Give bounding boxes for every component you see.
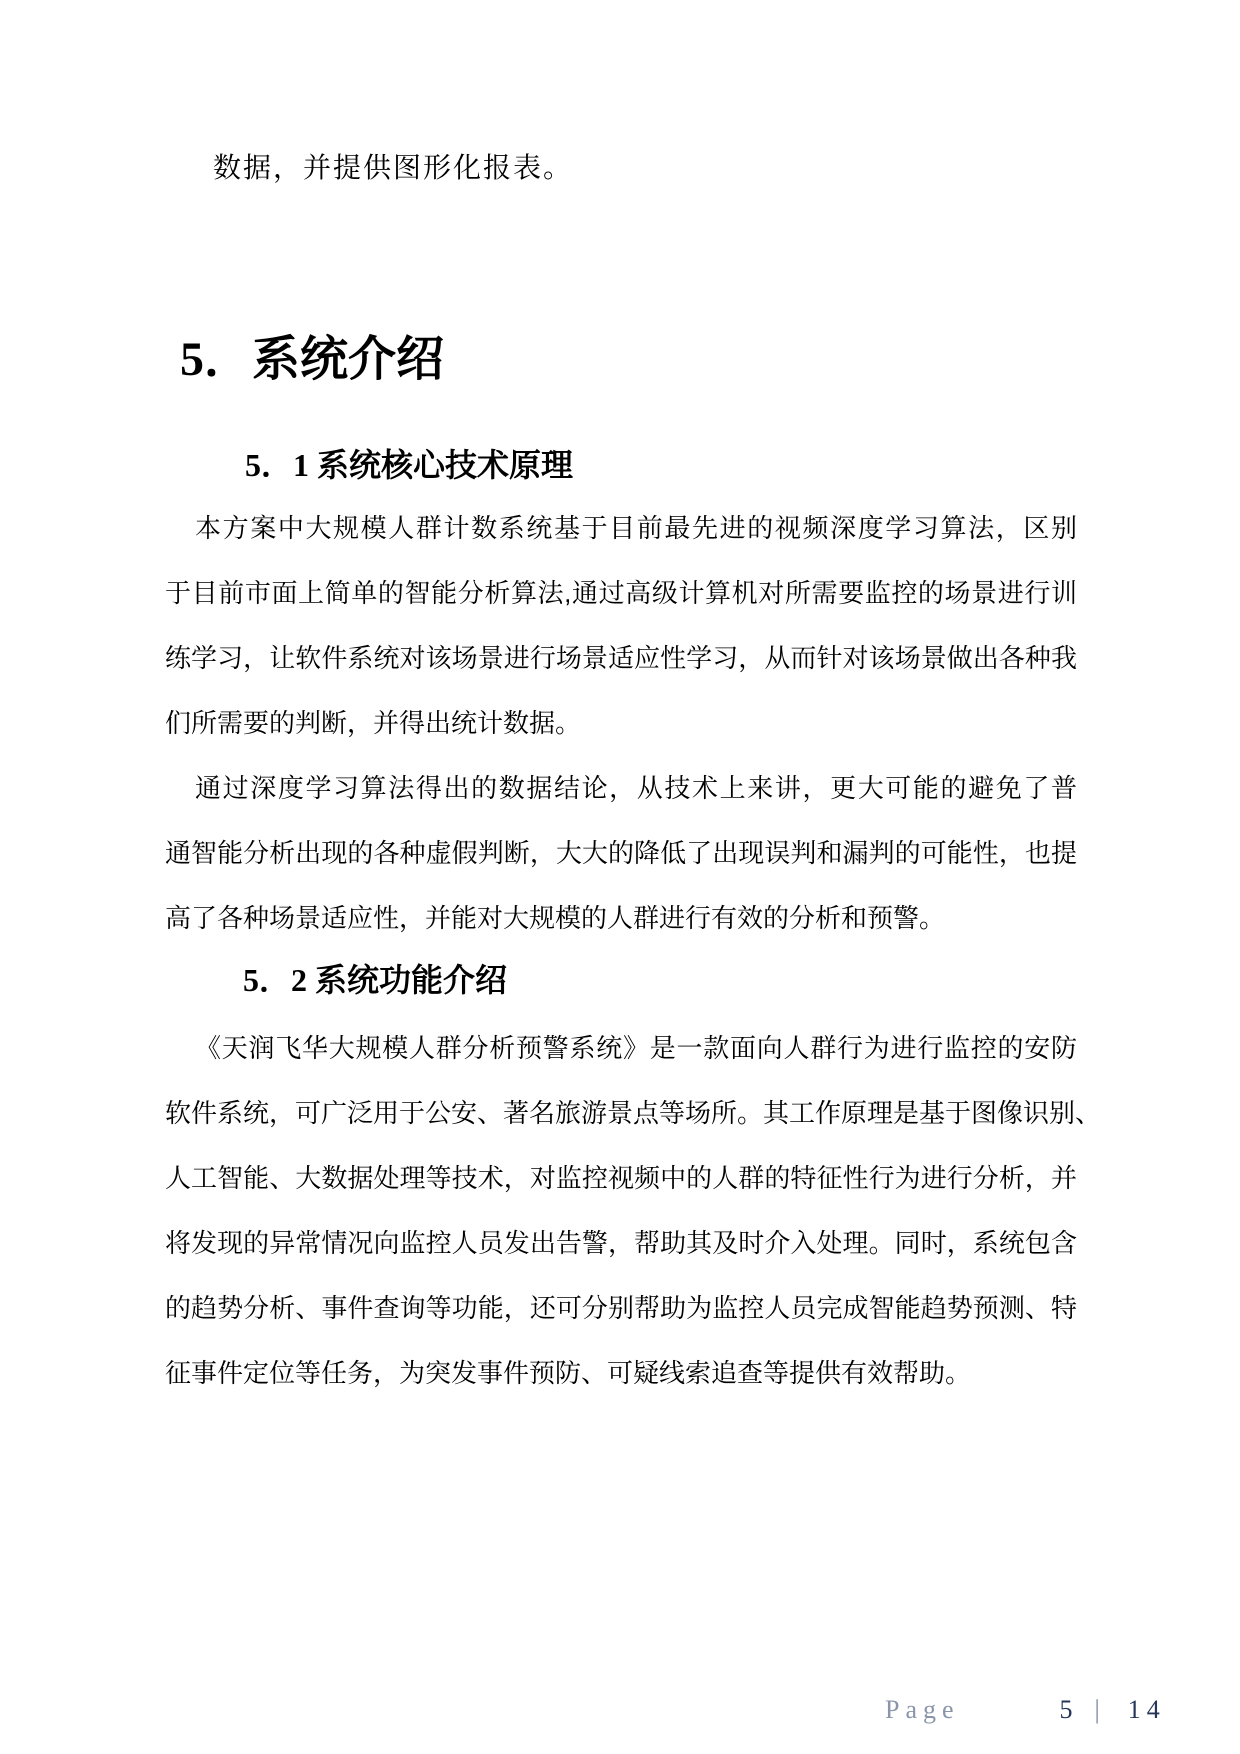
footer-page-label: Page <box>885 1695 960 1724</box>
subsection-title-5-2: 5．2 系统功能介绍 <box>243 962 508 998</box>
text-line: 练学习，让软件系统对该场景进行场景适应性学习，从而针对该场景做出各种我 <box>165 643 1077 673</box>
text-line: 《天润飞华大规模人群分析预警系统》是一款面向人群行为进行监控的安防 <box>195 1033 1077 1063</box>
text-line: 高了各种场景适应性，并能对大规模的人群进行有效的分析和预警。 <box>165 903 946 933</box>
paragraph-core-tech-1 <box>165 496 1077 756</box>
footer-current-page: 5 <box>1059 1695 1079 1724</box>
text-line: 于目前市面上简单的智能分析算法,通过高级计算机对所需要监控的场景进行训 <box>165 578 1077 608</box>
text-line: 软件系统，可广泛用于公安、著名旅游景点等场所。其工作原理是基于图像识别、 <box>165 1098 1102 1128</box>
paragraph-core-tech-2 <box>165 756 1077 951</box>
page-footer <box>885 1695 1166 1725</box>
text-line: 征事件定位等任务，为突发事件预防、可疑线索追查等提供有效帮助。 <box>165 1358 972 1388</box>
subsection-title-5-1: 5．1 系统核心技术原理 <box>245 447 574 483</box>
section-heading: 5．系统介绍 <box>180 333 445 386</box>
leading-paragraph: 数据，并提供图形化报表。 <box>213 152 574 183</box>
text-line: 将发现的异常情况向监控人员发出告警，帮助其及时介入处理。同时，系统包含 <box>165 1228 1077 1258</box>
footer-total-pages: 14 <box>1127 1695 1166 1724</box>
text-line: 人工智能、大数据处理等技术，对监控视频中的人群的特征性行为进行分析，并 <box>165 1163 1077 1193</box>
text-line: 通过深度学习算法得出的数据结论，从技术上来讲，更大可能的避免了普 <box>195 773 1077 803</box>
paragraph-system-functions <box>165 1016 1102 1406</box>
text-line: 通智能分析出现的各种虚假判断，大大的降低了出现误判和漏判的可能性，也提 <box>165 838 1077 868</box>
text-line: 的趋势分析、事件查询等功能，还可分别帮助为监控人员完成智能趋势预测、特 <box>165 1293 1077 1323</box>
text-line: 们所需要的判断，并得出统计数据。 <box>165 708 582 738</box>
text-line: 本方案中大规模人群计数系统基于目前最先进的视频深度学习算法，区别 <box>195 513 1077 543</box>
footer-separator: | <box>1094 1695 1106 1724</box>
